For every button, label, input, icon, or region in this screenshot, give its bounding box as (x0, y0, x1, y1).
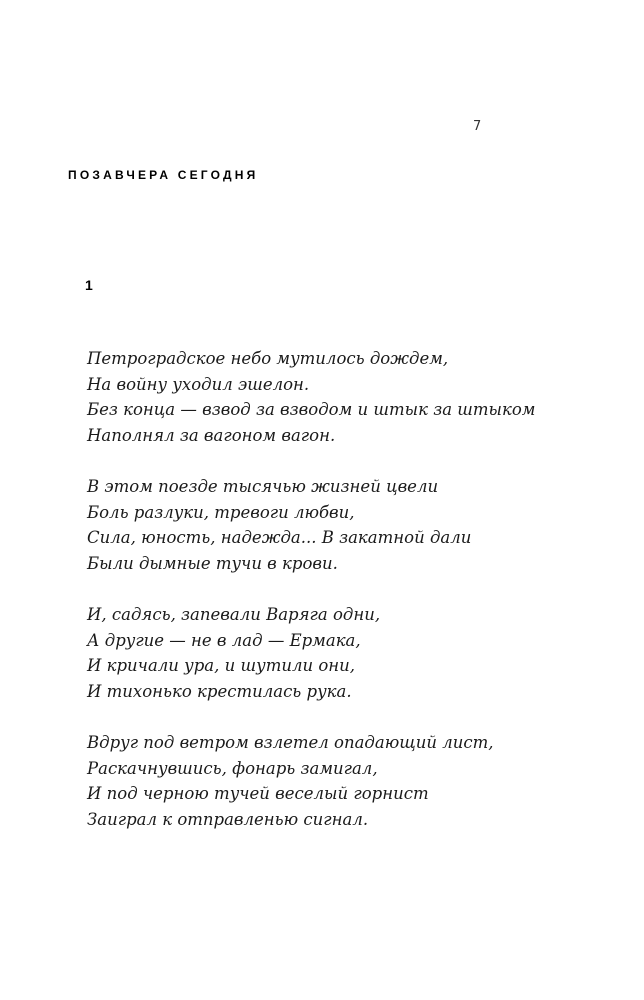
poem (87, 346, 535, 858)
stanza (87, 730, 535, 832)
poem-line: Наполнял за вагоном вагон. (87, 425, 336, 445)
poem-line: Заиграл к отправленью сигнал. (87, 809, 369, 829)
poem-line: И, садясь, запевали Варяга одни, (87, 605, 381, 624)
page-number: 7 (473, 119, 482, 134)
poem-line: Раскачнувшись, фонарь замигал, (87, 758, 378, 778)
poem-line: Без конца — взвод за взводом и штык за штыком (87, 400, 536, 419)
stanza (87, 602, 535, 704)
poem-line: А другие — не в лад — Ермака, (87, 630, 361, 650)
chapter-title: ПОЗАВЧЕРА СЕГОДНЯ (68, 168, 259, 182)
poem-line: Боль разлуки, тревоги любви, (87, 502, 355, 522)
poem-line: Сила, юность, надежда... В закатной дали (87, 528, 472, 547)
poem-line: И под черною тучей веселый горнист (87, 784, 429, 803)
poem-line: Петроградское небо мутилось дождем, (87, 349, 449, 368)
poem-line: На войну уходил эшелон. (87, 374, 310, 394)
poem-line: И кричали ура, и шутили они, (87, 656, 356, 675)
poem-line: И тихонько крестилась рука. (87, 681, 352, 701)
poem-line: В этом поезде тысячью жизней цвели (87, 477, 439, 496)
poem-line: Были дымные тучи в крови. (87, 553, 338, 573)
stanza (87, 474, 535, 576)
stanza (87, 346, 535, 448)
poem-line: Вдруг под ветром взлетел опадающий лист, (87, 733, 494, 752)
section-number: 1 (85, 277, 93, 293)
